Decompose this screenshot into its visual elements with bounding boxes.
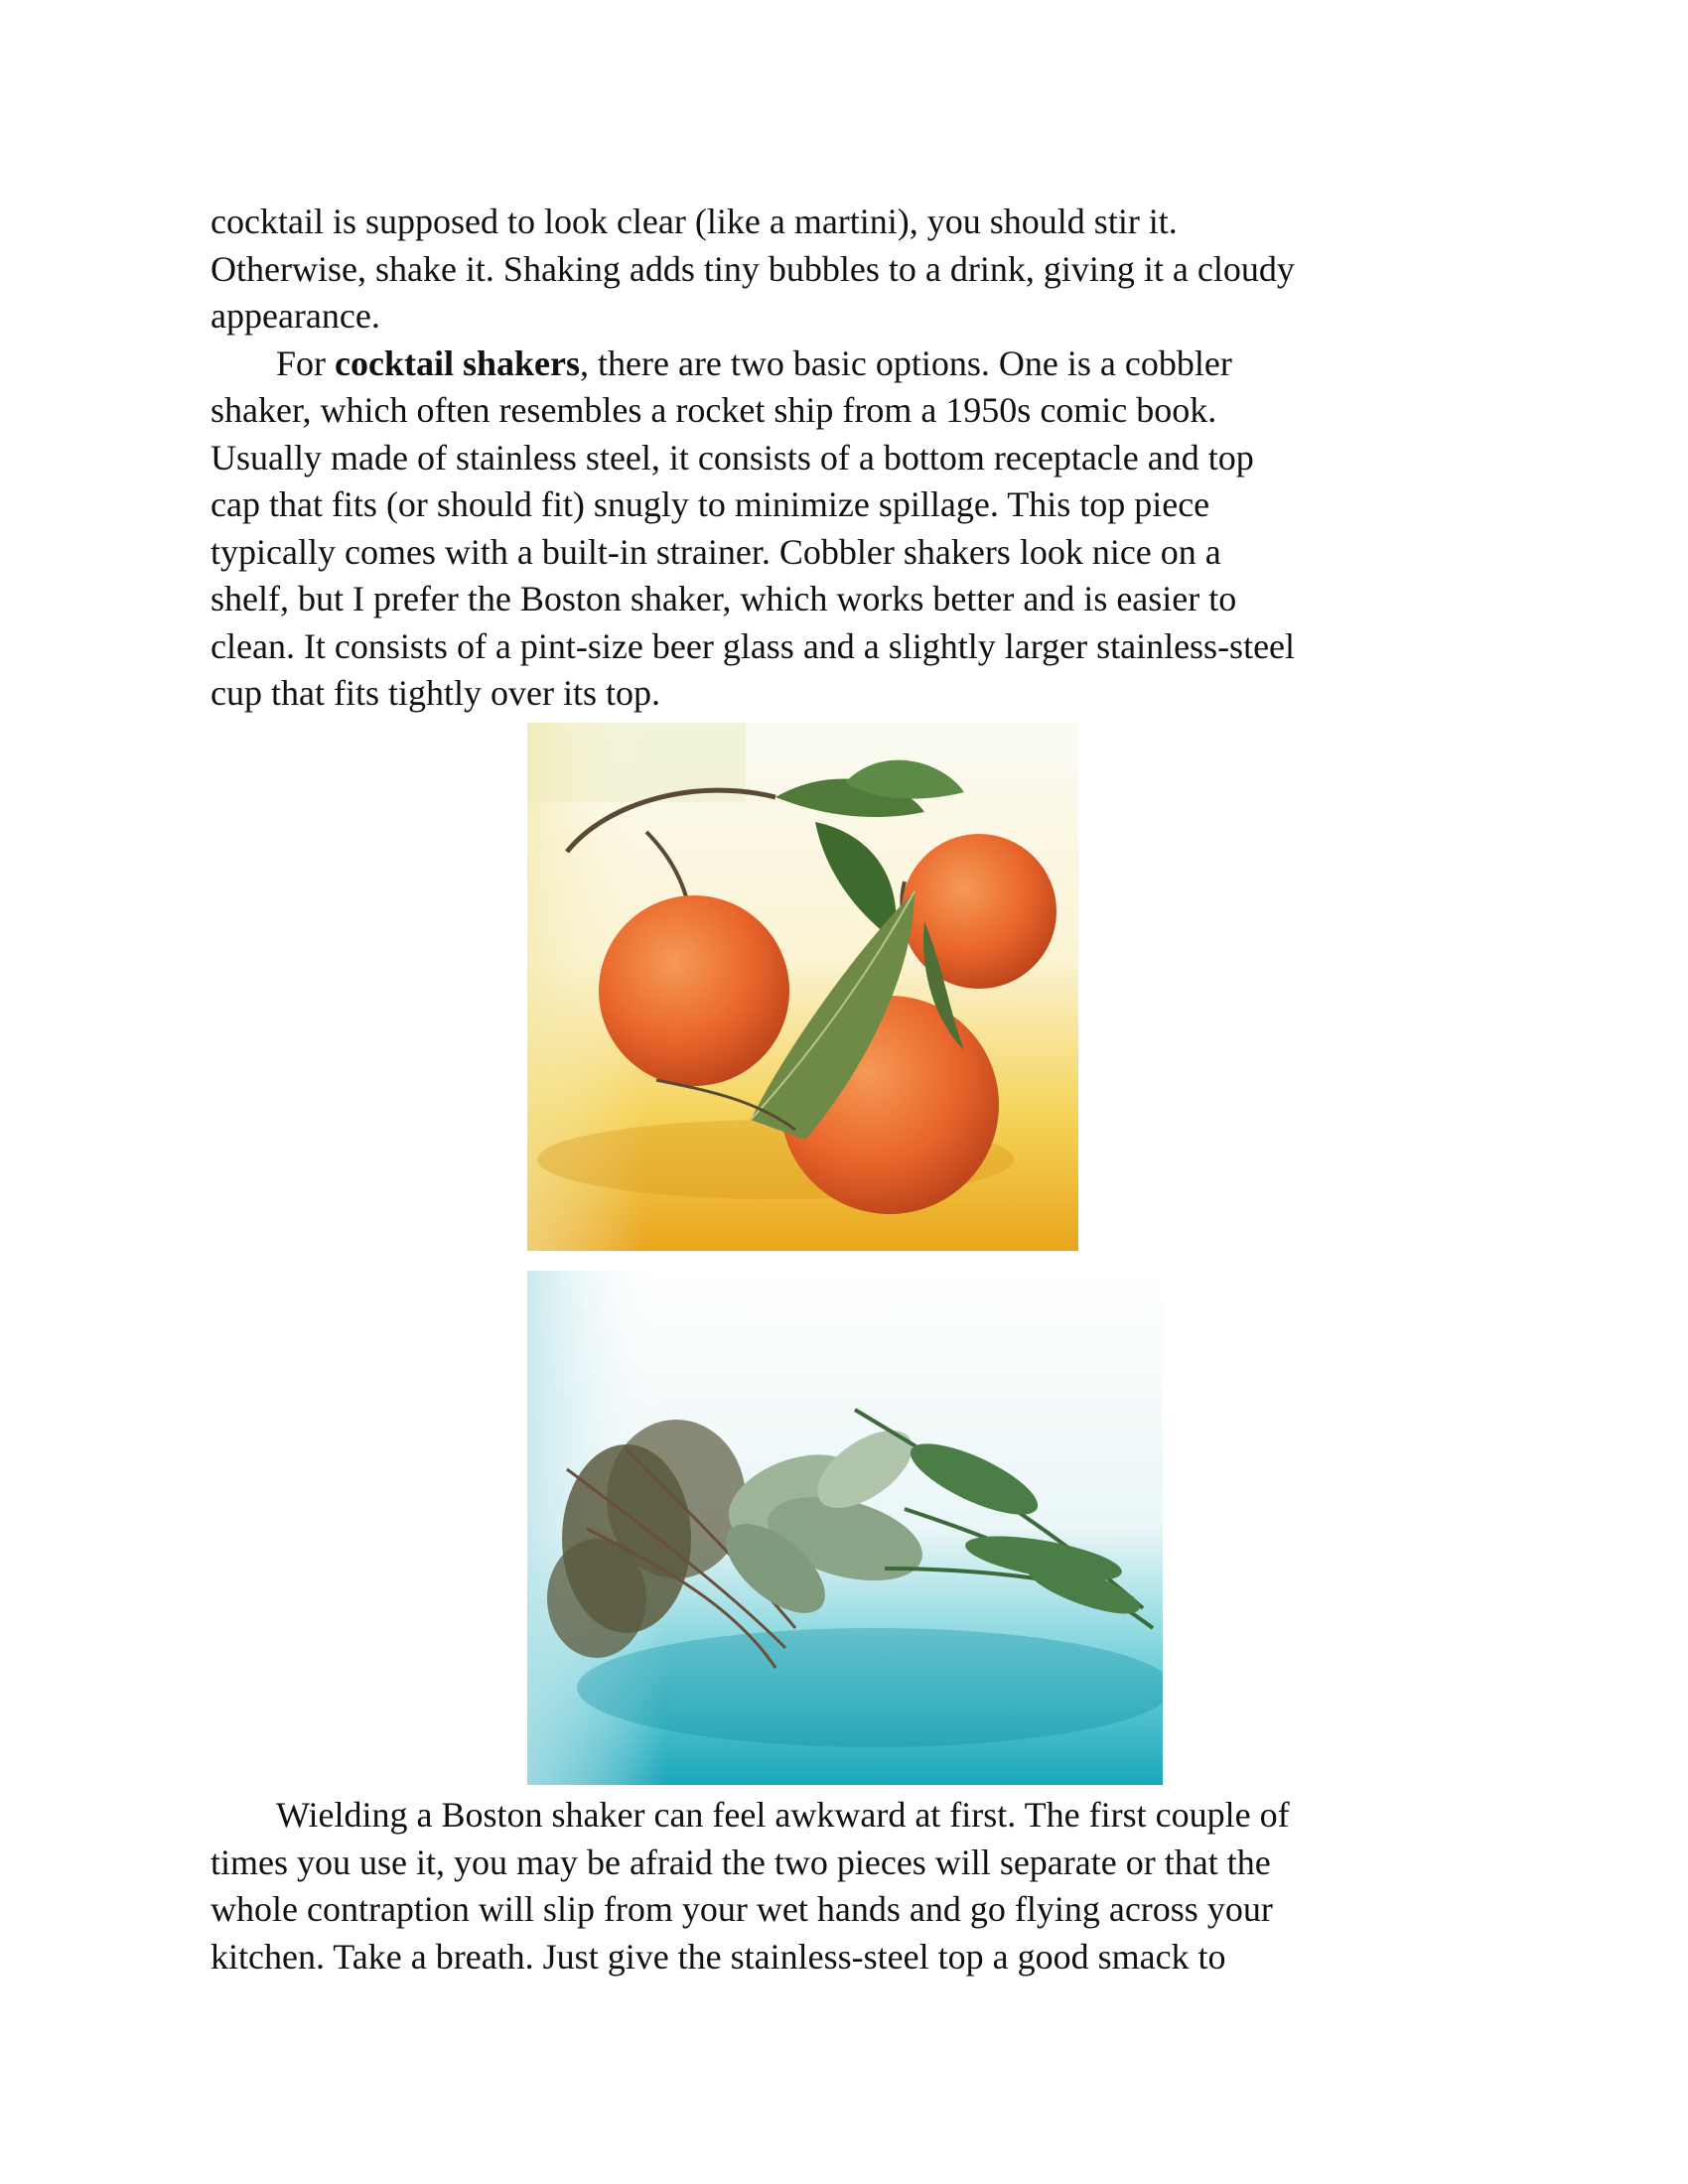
text-line: cocktail is supposed to look clear (like a martini), you should stir it. [211,202,1178,241]
text-line: Usually made of stainless steel, it consists of a bottom receptacle and top [211,437,1254,478]
text-run: , there are two basic options. One is a cobbler [580,342,1232,383]
tangerines-photo [527,723,1078,1251]
tangerines-illustration [527,723,1078,1251]
text-line: cap that fits (or should fit) snugly to minimize spillage. This top piece [211,484,1210,524]
text-run: For [276,342,336,383]
text-line: typically comes with a built-in strainer. Cobbler shakers look nice on a [211,531,1221,572]
text-line [211,341,1501,388]
herbs-illustration [527,1271,1163,1785]
text-line: cup that fits tightly over its top. [211,673,660,713]
text-line: shaker, which often resembles a rocket ship from a 1950s comic book. [211,390,1217,430]
paragraph [211,341,1501,718]
bold-term: cocktail shakers [335,342,581,383]
body-text-top [211,199,1501,718]
text-line: whole contraption will slip from your wet hands and go flying across your [211,1889,1273,1929]
text-line: Otherwise, shake it. Shaking adds tiny bubbles to a drink, giving it a cloudy [211,248,1295,289]
text-line: clean. It consists of a pint-size beer glass and a slightly larger stainless-steel [211,625,1296,666]
body-text-bottom [211,1792,1501,1980]
paragraph [211,1792,1501,1980]
text-line: shelf, but I prefer the Boston shaker, which works better and is easier to [211,579,1237,618]
text-line: times you use it, you may be afraid the two pieces will separate or that the [211,1842,1271,1882]
text-line: appearance. [211,296,380,336]
text-line: Wielding a Boston shaker can feel awkward at first. The first couple of [276,1795,1290,1835]
herbs-photo [527,1271,1163,1785]
text-line: kitchen. Take a breath. Just give the stainless-steel top a good smack to [211,1936,1226,1977]
paragraph [211,199,1501,341]
